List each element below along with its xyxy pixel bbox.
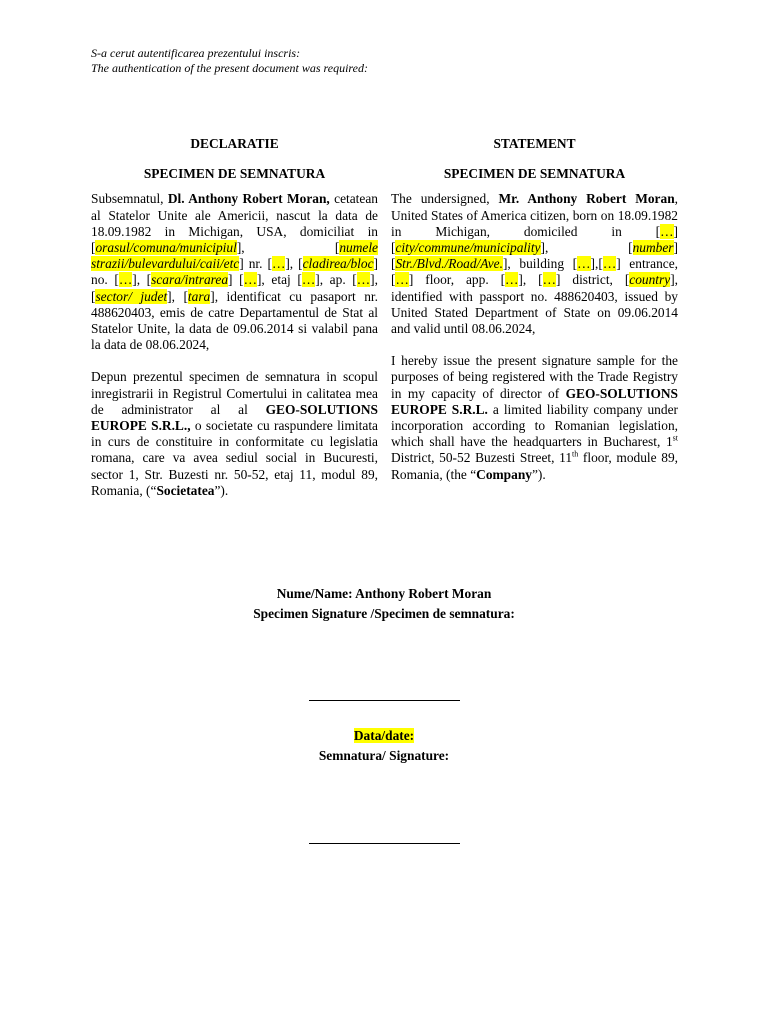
- date-label: Data/date:: [353, 728, 415, 743]
- sign-label: Semnatura/ Signature:: [318, 748, 450, 763]
- person-name: Mr. Anthony Robert Moran: [498, 191, 675, 207]
- placeholder-country: country: [629, 272, 671, 288]
- placeholder-entrance: …: [602, 256, 617, 272]
- placeholder-city: city/commune/municipality: [395, 240, 541, 256]
- text: ”).: [214, 482, 229, 498]
- placeholder-street: Str./Blvd./Road/Ave.: [395, 256, 503, 272]
- text: Depun prezentul specimen de semnatura in scopul inregistrarii in Registrul Comertului in calitatea mea de administrator al al: [91, 369, 378, 417]
- left-paragraph-identity: [91, 191, 378, 353]
- text: I hereby issue the present signature sample for the purposes of being registered with the Trade Registry in my capacity of director of: [391, 353, 678, 401]
- text: ] entrance, [: [391, 256, 678, 288]
- text: ] district, [: [556, 272, 630, 288]
- note-line-en: The authentication of the present document was required:: [91, 61, 368, 75]
- right-paragraph-identity: [391, 191, 678, 337]
- placeholder-floor: …: [301, 272, 316, 288]
- text: o societate cu raspundere limitata in curs de constituire in conformitate cu legislatia romana, care va avea sediul social in Bucuresti, sector 1, Str. Buzesti nr. 50-52, etaj 11, modul 89, Romania, (“: [91, 418, 378, 498]
- text: , United States of America citizen, born on 18.09.1982 in Michigan, domiciled in [: [391, 191, 678, 239]
- text: ], identificat cu pasaport nr. 488620403, emis de catre Departamentul de Stat al Statelor Unite, la data de 09.06.2014 si valabil pana la data de 08.06.2024,: [91, 288, 378, 353]
- placeholder-building: …: [577, 256, 591, 272]
- text: ],[: [590, 256, 603, 272]
- date-signature-line: [309, 843, 460, 844]
- right-column: [391, 136, 678, 483]
- text: ], [: [518, 272, 543, 288]
- placeholder-district: …: [542, 272, 556, 288]
- text: a limited liability company under incorporation according to Romanian legislation, which shall have the headquarters in Bucharest, 1: [391, 401, 678, 450]
- text: ] [: [228, 272, 244, 288]
- left-title: DECLARATIE: [190, 136, 279, 151]
- placeholder-sector: sector/ judet: [95, 288, 168, 304]
- placeholder-entrance-number: …: [243, 272, 257, 288]
- specimen-label: Specimen Signature /Specimen de semnatura:: [253, 606, 515, 621]
- left-column: [91, 136, 378, 499]
- text: ] [: [391, 240, 678, 272]
- ordinal-suffix: th: [572, 449, 579, 459]
- placeholder-number: number: [632, 240, 674, 256]
- date-label-wrap: [0, 728, 768, 744]
- note-line-ro: S-a cerut autentificarea prezentului inscris:: [91, 46, 301, 60]
- person-name: Dl. Anthony Robert Moran,: [167, 191, 330, 207]
- signature-line: [309, 700, 460, 701]
- placeholder-nr: …: [271, 256, 286, 272]
- placeholder-domicile: …: [660, 223, 674, 239]
- text: ], [: [132, 272, 152, 288]
- text: ], building [: [502, 256, 578, 272]
- placeholder-floor: …: [395, 272, 409, 288]
- placeholder-city: orasul/comuna/municipiul: [95, 240, 237, 256]
- text: cetatean al Statelor Unite ale Americii, nascut la data de 18.09.1982 in Michigan, USA, domiciliat in [: [91, 191, 378, 256]
- text: ] nr. [: [239, 256, 272, 272]
- company-name: GEO-SOLUTIONS EUROPE S.R.L.: [391, 385, 678, 417]
- text: District, 50-52 Buzesti Street, 11: [391, 450, 573, 466]
- text: ], [: [540, 240, 633, 256]
- placeholder-no: …: [118, 272, 133, 288]
- placeholder-street: numele strazii/bulevardului/caii/etc: [91, 240, 378, 272]
- text: ] [: [391, 223, 678, 256]
- text: ], [: [285, 256, 303, 272]
- text: The undersigned,: [391, 191, 499, 207]
- right-paragraph-purpose: [391, 353, 678, 483]
- text: ], etaj [: [256, 272, 302, 288]
- placeholder-country: tara: [187, 288, 211, 304]
- left-subtitle: SPECIMEN DE SEMNATURA: [143, 166, 326, 182]
- text: ] floor, app. [: [408, 272, 506, 288]
- placeholder-entrance: scara/intrarea: [151, 272, 229, 288]
- ordinal-suffix: st: [672, 433, 678, 443]
- defined-term: Societatea: [156, 482, 215, 498]
- text: ], [: [236, 240, 340, 256]
- text: ] no. [: [91, 256, 378, 288]
- company-name: GEO-SOLUTIONS EUROPE S.R.L.,: [91, 401, 378, 434]
- right-subtitle: SPECIMEN DE SEMNATURA: [443, 166, 626, 182]
- placeholder-apartment: …: [356, 272, 371, 288]
- text: ], [: [167, 288, 188, 304]
- defined-term: Company: [476, 466, 532, 482]
- text: ], identified with passport no. 488620403, issued by United Stated Department of State on 09.06.2014 and valid until 08.06.2024,: [391, 272, 678, 337]
- signatory-name: Nume/Name: Anthony Robert Moran: [276, 586, 492, 601]
- authentication-note: [91, 46, 368, 76]
- text: ”).: [531, 466, 546, 482]
- text: ], ap. [: [315, 272, 357, 288]
- right-title: STATEMENT: [493, 136, 576, 151]
- text: ], [: [91, 272, 378, 304]
- text: floor, module 89, Romania, (the “: [391, 450, 678, 482]
- placeholder-app: …: [505, 272, 519, 288]
- left-paragraph-purpose: [91, 369, 378, 499]
- placeholder-building: cladirea/bloc: [302, 256, 374, 272]
- text: Subsemnatul,: [91, 191, 168, 207]
